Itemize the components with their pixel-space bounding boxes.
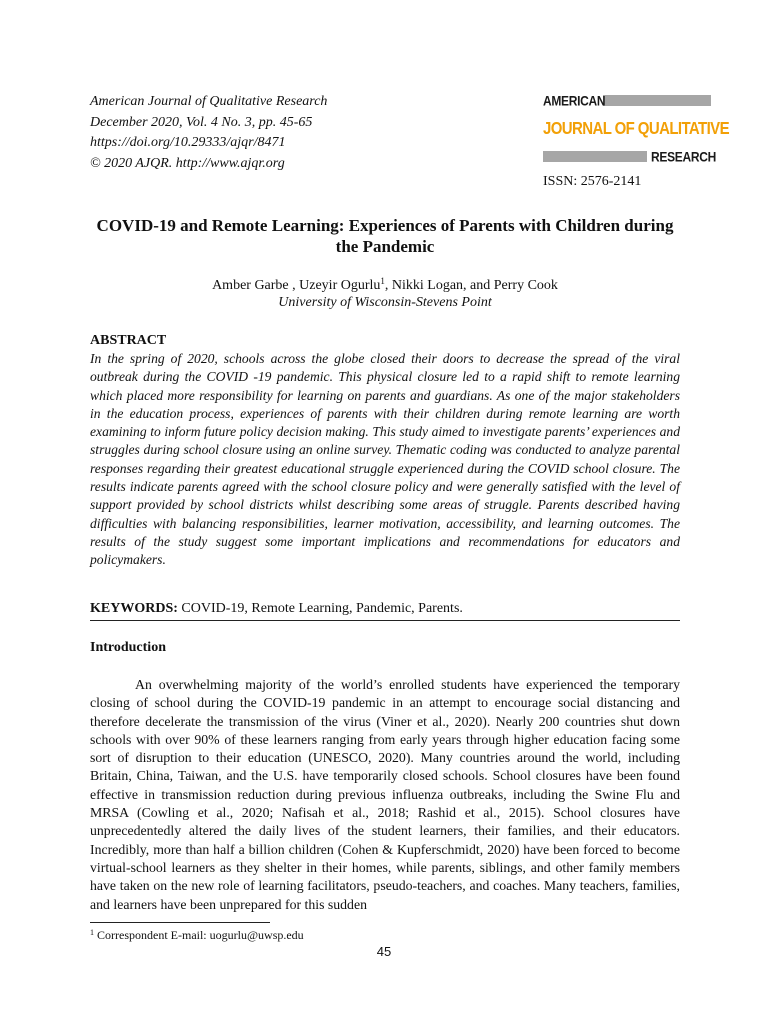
logo-bar-top xyxy=(603,95,711,106)
journal-name: American Journal of Qualitative Research xyxy=(90,94,328,109)
paper-title: COVID-19 and Remote Learning: Experiences of Parents with Children during the Pandemic xyxy=(96,216,674,256)
logo-word-research: RESEARCH xyxy=(651,149,716,166)
author-footnote-marker[interactable]: 1 xyxy=(380,276,385,286)
issn: ISSN: 2576-2141 xyxy=(543,174,642,189)
footnote xyxy=(90,928,304,943)
keywords-text: COVID-19, Remote Learning, Pandemic, Parents. xyxy=(177,601,463,616)
keywords-divider xyxy=(90,620,680,621)
journal-doi-link[interactable]: https://doi.org/10.29333/ajqr/8471 xyxy=(90,135,286,150)
logo-word-american: AMERICAN xyxy=(543,93,606,110)
introduction-text: An overwhelming majority of the world’s enrolled students have experienced the temporary closing of school during the COVID-19 pandemic in an attempt to encourage social distancing and therefore decelerate the transmission of the virus (Viner et al., 2020). Nearly 200 countries shut down schools with over 90% of these learners ranging from early years through higher education facing some sort of disruption to their education (UNESCO, 2020). Many countries around the world, including Britain, China, Taiwan, and the U.S. have temporarily closed schools. School closures have been found effective in transmission reduction during previous influenza outbreaks, including the Swine Flu and MRSA (Cowling et al., 2020; Nafisah et al., 2018; Rashid et al., 2015). School closures have unprecedentedly altered the daily lives of the student learners, their families, and their educators. Incredibly, more than half a billion children (Cohen & Kupferschmidt, 2020) have been forced to become virtual-school learners as they shelter in their homes, while parents, siblings, and other family members have taken on the new role of learning facilitators, pseudo-teachers, and coaches. Many teachers, families, and learners have been unprepared for this sudden xyxy=(90,677,680,912)
introduction-text-block xyxy=(90,676,680,914)
journal-copyright: © 2020 AJQR. http://www.ajqr.org xyxy=(90,155,285,171)
page-number: 45 xyxy=(376,944,392,959)
logo-bar-bottom xyxy=(543,151,647,162)
keywords-label: KEYWORDS: xyxy=(90,601,178,616)
author-affiliation: University of Wisconsin-Stevens Point xyxy=(278,295,492,310)
introduction-heading: Introduction xyxy=(90,640,166,655)
logo-word-journal: JOURNAL OF QUALITATIVE xyxy=(543,119,729,139)
abstract-text: In the spring of 2020, schools across the globe closed their doors to decrease the spread of the viral outbreak during the COVID -19 pandemic. This physical closure led to a rapid shift to remote learning which placed more responsibility for learning on parents and guardians. As one of the major stakeholders in the education process, experiences of parents with their children during remote learning are worth examining to inform future policy decision making. This study aimed to investigate parents’ experiences and struggles during school closure using an online survey. Thematic coding was conducted to analyze parental responses regarding their greatest educational struggle experienced during the COVID school closure. The results indicate parents agreed with the school closure policy and were generally satisfied with the level of support provided by school districts whilst describing some areas of struggle. Parents described having difficulties with balancing responsibilities, learner motivation, accessibility, and learning outcomes. The results of the study suggest some important implications and recommendations for educators and policymakers. xyxy=(90,351,680,568)
journal-citation-block xyxy=(90,92,327,174)
footnote-divider xyxy=(90,922,270,923)
journal-issue: December 2020, Vol. 4 No. 3, pp. 45-65 xyxy=(90,114,313,130)
abstract-heading: ABSTRACT xyxy=(90,333,167,348)
authors-part-1: Amber Garbe , Uzeyir Ogurlu xyxy=(212,278,381,293)
footnote-text: Correspondent E-mail: uogurlu@uwsp.edu xyxy=(94,928,304,942)
author-list xyxy=(90,276,680,295)
authors-part-2: , Nikki Logan, and Perry Cook xyxy=(384,278,558,293)
footnote-marker: 1 xyxy=(90,928,94,937)
journal-logo xyxy=(543,93,729,167)
keywords-line xyxy=(90,601,463,617)
